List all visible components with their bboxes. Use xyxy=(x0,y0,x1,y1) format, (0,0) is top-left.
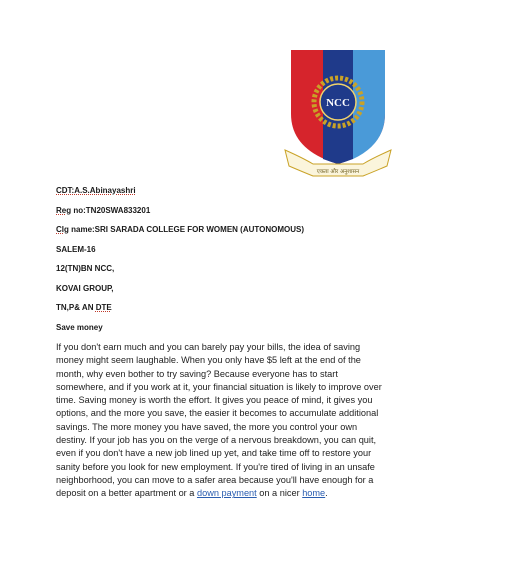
emblem-text: NCC xyxy=(326,97,350,109)
reg-number-line: Reg no:TN20SWA833201 xyxy=(56,205,151,215)
paragraph-line: sanity before you look for new employment. If you're tired of living in an unsafe xyxy=(56,461,375,472)
paragraph-line: options, and the more you save, the easier it becomes to accumulate additional xyxy=(56,408,379,419)
city-line: SALEM-16 xyxy=(56,244,96,254)
topic-title: Save money xyxy=(56,322,103,332)
directorate-line: TN,P& AN DTE xyxy=(56,303,112,312)
essay-paragraph xyxy=(56,341,472,501)
ncc-emblem-icon xyxy=(283,32,393,182)
paragraph-last-line: deposit on a better apartment or a down payment on a nicer home. xyxy=(56,488,328,499)
paragraph-line: month, why even bother to try saving? Because everyone has to start xyxy=(56,368,338,379)
unit-line: 12(TN)BN NCC, xyxy=(56,264,115,273)
cadet-name-line: CDT:A.S.Abinayashri xyxy=(56,186,136,195)
paragraph-line: savings. The more money you have saved, the more you control your own xyxy=(56,421,358,432)
paragraph-line: time. Saving money is worth the effort. It gives you peace of mind, it gives you xyxy=(56,395,373,406)
home-link[interactable]: home xyxy=(302,488,326,499)
down-payment-link[interactable]: down payment xyxy=(196,488,257,499)
paragraph-line: money might seem laughable. When you only have $5 left at the end of the xyxy=(56,355,361,366)
emblem-sky-band xyxy=(353,50,385,159)
group-line: KOVAI GROUP, xyxy=(56,283,114,293)
paragraph-line: even if you don't have a new job lined up yet, and take time off to restore your xyxy=(56,448,372,459)
cadet-details xyxy=(56,181,476,337)
emblem-motto: एकता और अनुशासन xyxy=(316,169,360,175)
college-name-line: Clg name:SRI SARADA COLLEGE FOR WOMEN (AUTONOMOUS) xyxy=(56,225,305,234)
paragraph-line: neighborhood, you can move to a safer area because you'll have enough for a xyxy=(56,474,374,485)
paragraph-line: somewhere, and if you work at it, your financial situation is likely to improve over xyxy=(56,381,382,392)
paragraph-line: If you don't earn much and you can barely pay your bills, the idea of saving xyxy=(56,342,361,352)
paragraph-line: destiny. If your job has you on the verge of a nervous breakdown, you can quit, xyxy=(56,435,377,446)
